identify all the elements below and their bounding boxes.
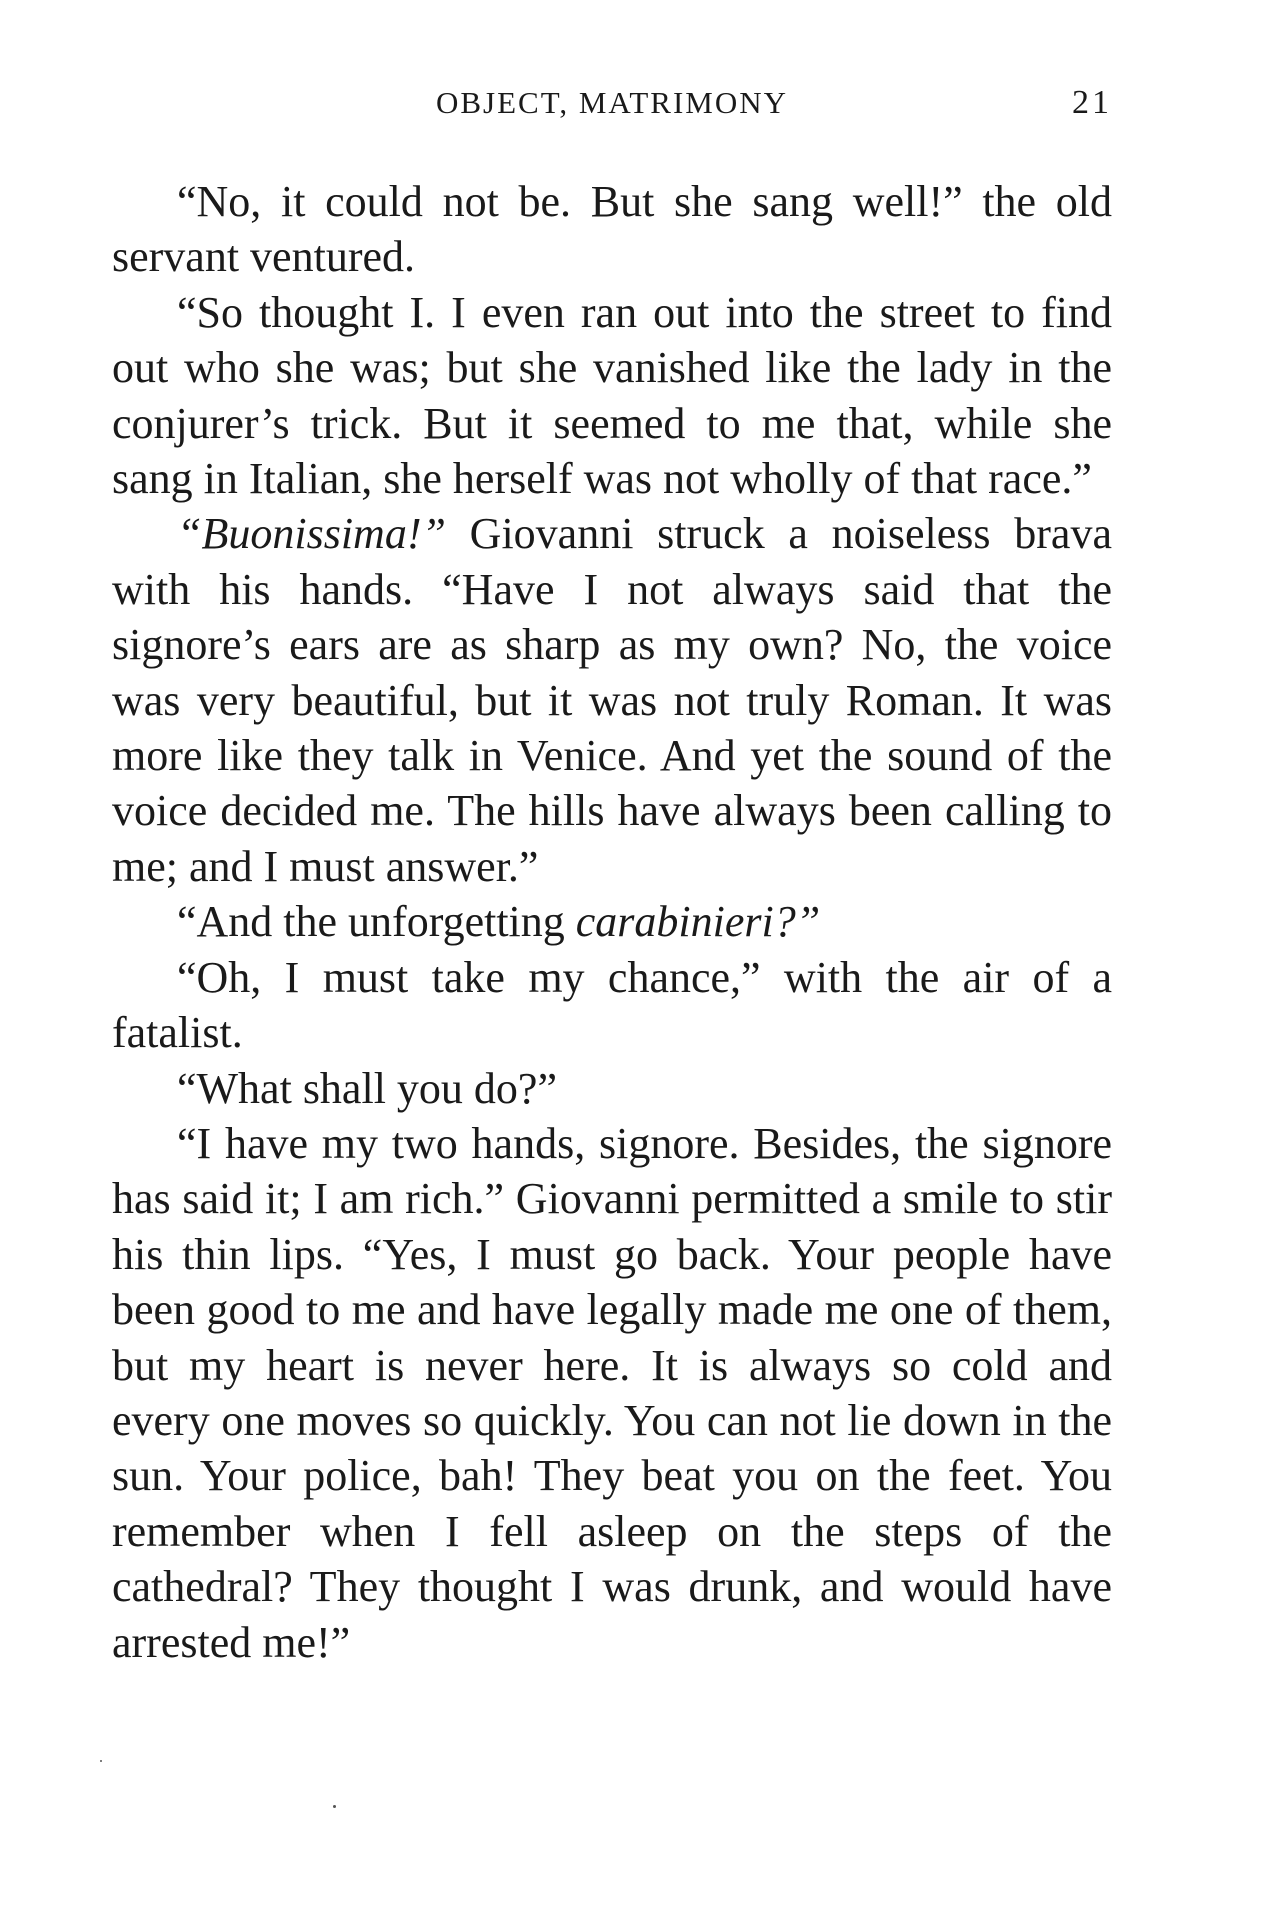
paragraph [112,1061,1112,1116]
italic-text-segment: carabinieri?” [575,897,821,947]
running-head [112,78,1112,128]
text-segment: “Oh, I must take my chance,” with the air of a fatalist. [112,952,1112,1058]
text-segment: “No, it could not be. But she sang well!” the old servant ventured. [112,177,1112,282]
text-segment: “I have my two hands, signore. Besides, the signore has said it; I am rich.” Giovanni permitted a smile to stir his thin lips. “Yes, I must go back. Your people have been good to me and have legally made me one of them, but my heart is never here. It is always so cold and every one moves so quickly. You can not lie down in the sun. Your police, bah! They beat you on the feet. You remember when I fell asleep on the steps of the cathedral? They thought I was drunk, and would have arrested me!” [112,1118,1112,1667]
paragraph [112,285,1112,507]
paragraph [112,174,1112,285]
running-title: OBJECT, MATRIMONY [435,85,789,120]
paragraph [112,950,1112,1061]
print-speck [100,1760,102,1762]
body-text [112,174,1112,1670]
paragraph [112,506,1112,894]
print-speck [333,1805,336,1808]
text-segment: “What shall you do?” [177,1063,557,1113]
italic-text-segment: “Buonissima!” [177,509,446,559]
page-number: 21 [1072,84,1112,121]
paragraph [112,894,1112,949]
paragraph [112,1116,1112,1670]
text-segment: “So thought I. I even ran out into the street to find out who she was; but she vanished like the lady in the conjurer’s trick. But it seemed to me that, while she sang in Italian, she herself was not wholly of that race.” [112,287,1112,504]
text-segment: Giovanni struck a noiseless brava with his hands. “Have I not always said that the signore’s ears are as sharp as my own? No, the voice was very beautiful, but it was not truly Roman. It was more like they talk in Venice. And yet the sound of the voice decided me. The hills have always been calling to me; and I must answer.” [112,509,1112,891]
text-segment: “And the unforgetting [177,897,576,947]
